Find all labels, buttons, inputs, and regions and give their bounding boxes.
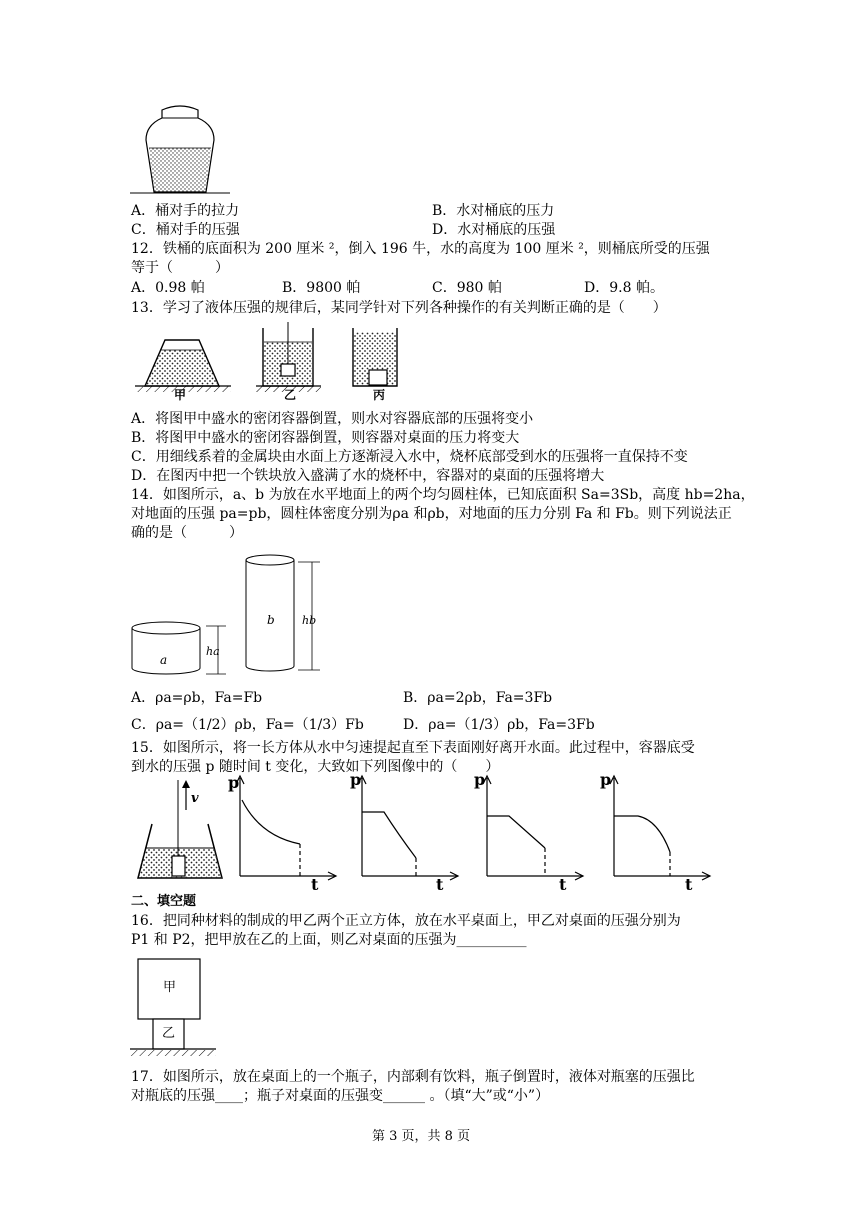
- q12-option-a[interactable]: A．0.98 帕: [131, 280, 205, 296]
- page-number: 第 3 页，共 8 页: [372, 1129, 471, 1144]
- q12-stem-line1: 12．铁桶的底面积为 200 厘米 ²，倒入 196 牛，水的高度为 100 厘米 ²，则桶底所受的压强: [131, 241, 710, 257]
- q14-label-b: b: [267, 613, 275, 627]
- q14-stem-line1: 14．如图所示，a、b 为放在水平地面上的两个均匀圆柱体，已知底面积 Sa=3Sb，高度 hb=2ha，: [131, 487, 755, 503]
- q15-graph-b-p-label: p: [350, 770, 362, 789]
- q15-graph-c: [477, 776, 587, 880]
- bucket-figure: [140, 100, 220, 195]
- q14-cylinders-figure: [128, 550, 328, 680]
- q13-stem: 13．学习了液体压强的规律后，某同学针对下列各种操作的有关判断正确的是（ ）: [131, 300, 667, 316]
- q14-option-d[interactable]: D．ρa=（1/3）ρb，Fa=3Fb: [403, 717, 595, 733]
- q11-option-b[interactable]: B．水对桶底的压力: [432, 203, 555, 219]
- q14-label-a: a: [160, 653, 168, 667]
- q15-graph-d: [604, 776, 714, 880]
- q15-graph-d-p-label: p: [600, 770, 612, 789]
- q14-label-ha: ha: [206, 645, 220, 658]
- q11-option-a[interactable]: A．桶对手的拉力: [131, 203, 240, 219]
- q17-stem-line1: 17．如图所示，放在桌面上的一个瓶子，内部剩有饮料，瓶子倒置时，液体对瓶塞的压强比: [131, 1069, 695, 1085]
- q15-graph-c-t-label: t: [559, 875, 567, 894]
- q15-graph-a-t-label: t: [311, 875, 319, 894]
- q14-label-hb: hb: [302, 614, 317, 627]
- q14-option-b[interactable]: B．ρa=2ρb，Fa=3Fb: [403, 690, 553, 706]
- q16-label-jia: 甲: [163, 980, 177, 995]
- q15-velocity-label: v: [191, 791, 199, 806]
- q13-option-d[interactable]: D．在图丙中把一个铁块放入盛满了水的烧杯中，容器对的桌面的压强将增大: [131, 468, 605, 484]
- q13-label-bing: 丙: [373, 388, 386, 402]
- q13-option-a[interactable]: A．将图甲中盛水的密闭容器倒置，则水对容器底部的压强将变小: [131, 411, 534, 427]
- q15-graph-b-t-label: t: [436, 875, 444, 894]
- q15-graph-c-p-label: p: [474, 770, 486, 789]
- q13-label-yi: 乙: [284, 388, 297, 402]
- q12-option-c[interactable]: C．980 帕: [432, 280, 502, 296]
- q14-stem-line2: 对地面的压强 pa=pb，圆柱体密度分别为ρa 和ρb，对地面的压力分别 Fa 和 Fb。则下列说法正: [131, 506, 732, 522]
- q15-graph-d-t-label: t: [685, 875, 693, 894]
- section-title: 二、填空题: [131, 894, 197, 909]
- q15-container-figure: [130, 776, 230, 886]
- q14-option-a[interactable]: A．ρa=ρb，Fa=Fb: [131, 690, 263, 706]
- q13-figures: [131, 322, 431, 396]
- q16-cubes-figure: [130, 955, 220, 1061]
- q13-label-jia: 甲: [174, 388, 187, 402]
- q16-stem-line1: 16．把同种材料的制成的甲乙两个正立方体，放在水平桌面上，甲乙对桌面的压强分别为: [131, 913, 681, 929]
- q12-option-b[interactable]: B．9800 帕: [282, 280, 361, 296]
- q15-graph-a: [228, 773, 340, 880]
- q12-stem-line2: 等于（ ）: [131, 260, 229, 276]
- q15-stem-line2: 到水的压强 p 随时间 t 变化，大致如下列图像中的（ ）: [131, 759, 500, 775]
- q13-option-c[interactable]: C．用细线系着的金属块由水面上方逐渐浸入水中，烧杯底部受到水的压强将一直保持不变: [131, 449, 688, 465]
- q12-option-d[interactable]: D．9.8 帕。: [584, 280, 664, 296]
- q15-stem-line1: 15．如图所示，将一长方体从水中匀速提起直至下表面刚好离开水面。此过程中，容器底受: [131, 740, 695, 756]
- q11-option-c[interactable]: C．桶对手的压强: [131, 222, 240, 238]
- q16-stem-line2: P1 和 P2，把甲放在乙的上面，则乙对桌面的压强为__________: [131, 932, 527, 948]
- q15-graph-b: [352, 776, 462, 880]
- q15-graph-a-p-label: p: [228, 773, 240, 792]
- q13-option-b[interactable]: B．将图甲中盛水的密闭容器倒置，则容器对桌面的压力将变大: [131, 430, 520, 446]
- q16-label-yi: 乙: [162, 1026, 176, 1041]
- q11-option-d[interactable]: D．水对桶底的压强: [432, 222, 556, 238]
- q14-option-c[interactable]: C．ρa=（1/2）ρb，Fa=（1/3）Fb: [131, 717, 364, 733]
- q17-stem-line2: 对瓶底的压强____；瓶子对桌面的压强变______ 。（填“大”或“小”）: [131, 1088, 550, 1104]
- q14-stem-line3: 确的是（ ）: [131, 525, 243, 541]
